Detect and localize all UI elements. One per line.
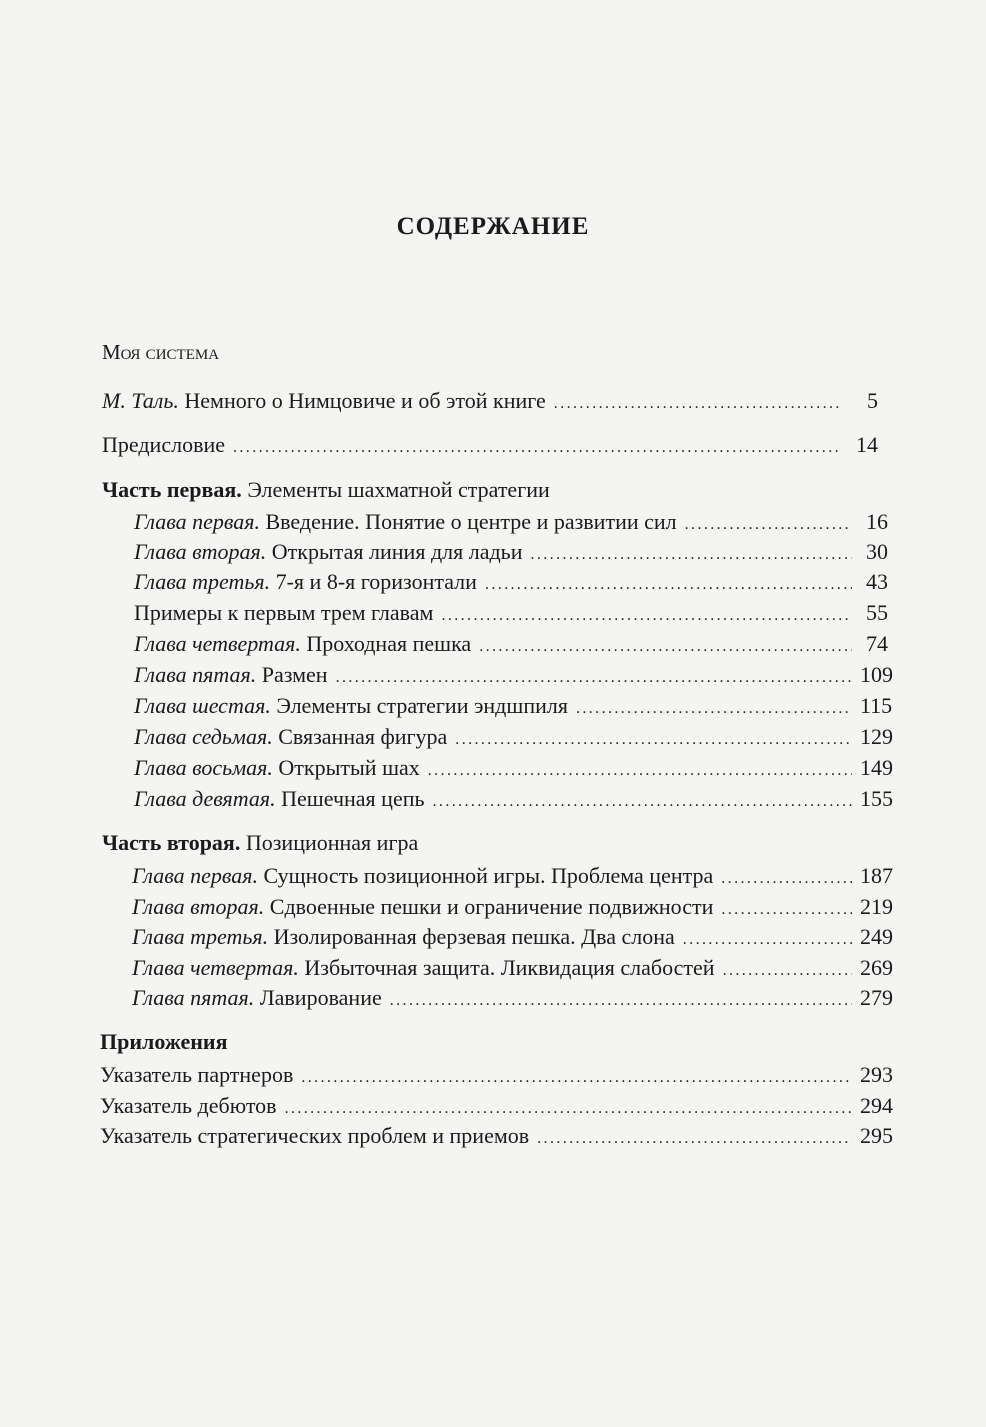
dot-leader <box>441 601 852 631</box>
chapter-page: 115 <box>860 693 893 718</box>
appendix-heading <box>100 1027 228 1057</box>
chapter-page: 187 <box>860 863 893 888</box>
chapter-label: Глава шестая. <box>134 693 271 718</box>
dot-leader <box>455 725 852 755</box>
chapter-title: Избыточная защита. Ликвидация слабостей <box>304 955 715 980</box>
dot-leader <box>336 663 852 693</box>
chapter-title: Открытый шах <box>278 755 420 780</box>
entry-title: Предисловие <box>102 432 225 457</box>
toc-entry-chapter <box>134 567 888 597</box>
chapter-label: Глава первая. <box>134 509 260 534</box>
chapter-label: Глава вторая. <box>134 539 267 564</box>
dot-leader <box>685 510 852 540</box>
dot-leader <box>576 694 852 724</box>
index-title: Указатель стратегических проблем и приемов <box>100 1123 530 1148</box>
chapter-label: Глава четвертая. <box>132 955 299 980</box>
dot-leader <box>554 389 842 419</box>
appendix-label: Приложения <box>100 1029 228 1054</box>
dot-leader <box>390 986 852 1016</box>
toc-entry-chapter <box>132 892 893 922</box>
toc-entry-index <box>100 1060 893 1090</box>
chapter-label: Глава пятая. <box>132 985 255 1010</box>
toc-entry-index <box>100 1091 893 1121</box>
dot-leader <box>721 895 852 925</box>
index-page: 295 <box>860 1123 893 1148</box>
chapter-label: Глава четвертая. <box>134 631 301 656</box>
toc-entry-chapter <box>132 861 893 891</box>
toc-entry-examples <box>134 598 888 628</box>
dot-leader <box>301 1063 852 1093</box>
part-one-heading <box>102 475 550 505</box>
toc-subtitle: Моя система <box>102 340 220 364</box>
index-title: Указатель дебютов <box>100 1093 277 1118</box>
toc-entry-chapter <box>134 660 893 690</box>
chapter-title: Изолированная ферзевая пешка. Два слона <box>273 924 675 949</box>
toc-entry-chapter <box>134 537 888 567</box>
chapter-page: 16 <box>866 509 888 534</box>
part-label: Часть первая. <box>102 477 242 502</box>
dot-leader <box>433 787 852 817</box>
chapter-page: 30 <box>866 539 888 564</box>
toc-entry-preface <box>102 430 878 460</box>
toc-entry-index <box>100 1121 893 1151</box>
chapter-label: Глава седьмая. <box>134 724 273 749</box>
dot-leader <box>479 632 852 662</box>
chapter-label: Глава пятая. <box>134 662 257 687</box>
chapter-title: Пешечная цепь <box>281 786 425 811</box>
chapter-title: Элементы стратегии эндшпиля <box>276 693 568 718</box>
page-title: СОДЕРЖАНИЕ <box>396 213 590 240</box>
chapter-page: 43 <box>866 569 888 594</box>
toc-entry-chapter <box>134 691 893 721</box>
part-two-heading <box>102 828 418 858</box>
dot-leader <box>537 1124 852 1154</box>
toc-entry-chapter <box>132 953 893 983</box>
dot-leader <box>683 925 852 955</box>
chapter-title: Размен <box>261 662 328 687</box>
chapter-title: Сдвоенные пешки и ограничение подвижности <box>269 894 714 919</box>
chapter-label: Глава восьмая. <box>134 755 273 780</box>
chapter-page: 155 <box>860 786 893 811</box>
chapter-page: 74 <box>866 631 888 656</box>
chapter-title: Сущность позиционной игры. Проблема центра <box>263 863 714 888</box>
entry-title: Немного о Нимцовиче и об этой книге <box>184 388 546 413</box>
chapter-page: 279 <box>860 985 893 1010</box>
chapter-title: Связанная фигура <box>278 724 448 749</box>
chapter-title: Проходная пешка <box>306 631 472 656</box>
toc-entry-chapter <box>134 753 893 783</box>
dot-leader <box>285 1094 852 1124</box>
part-title: Элементы шахматной стратегии <box>247 477 550 502</box>
dot-leader <box>428 756 852 786</box>
entry-author: М. Таль. <box>102 388 179 413</box>
chapter-page: 129 <box>860 724 893 749</box>
index-title: Указатель партнеров <box>100 1062 294 1087</box>
chapter-page: 55 <box>866 600 888 625</box>
entry-page: 5 <box>867 388 878 413</box>
toc-entry-chapter <box>134 507 888 537</box>
chapter-label: Глава третья. <box>134 569 271 594</box>
chapter-title: Примеры к первым трем главам <box>134 600 434 625</box>
dot-leader <box>530 540 852 570</box>
chapter-page: 219 <box>860 894 893 919</box>
part-label: Часть вторая. <box>102 830 241 855</box>
chapter-label: Глава девятая. <box>134 786 276 811</box>
dot-leader <box>721 864 852 894</box>
index-page: 293 <box>860 1062 893 1087</box>
dot-leader <box>233 433 842 463</box>
toc-entry-chapter <box>134 722 893 752</box>
chapter-title: Введение. Понятие о центре и развитии сил <box>265 509 677 534</box>
chapter-label: Глава вторая. <box>132 894 265 919</box>
toc-entry-chapter <box>134 629 888 659</box>
entry-page: 14 <box>856 432 878 457</box>
chapter-page: 109 <box>860 662 893 687</box>
chapter-title: Лавирование <box>259 985 382 1010</box>
chapter-page: 149 <box>860 755 893 780</box>
toc-entry-foreword-tal <box>102 386 878 416</box>
chapter-page: 269 <box>860 955 893 980</box>
chapter-label: Глава третья. <box>132 924 269 949</box>
toc-entry-chapter <box>134 784 893 814</box>
chapter-title: 7-я и 8-я горизонтали <box>275 569 477 594</box>
chapter-page: 249 <box>860 924 893 949</box>
dot-leader <box>485 570 852 600</box>
dot-leader <box>723 956 852 986</box>
chapter-label: Глава первая. <box>132 863 258 888</box>
index-page: 294 <box>860 1093 893 1118</box>
toc-entry-chapter <box>132 922 893 952</box>
chapter-title: Открытая линия для ладьи <box>271 539 523 564</box>
toc-entry-chapter <box>132 983 893 1013</box>
part-title: Позиционная игра <box>245 830 419 855</box>
